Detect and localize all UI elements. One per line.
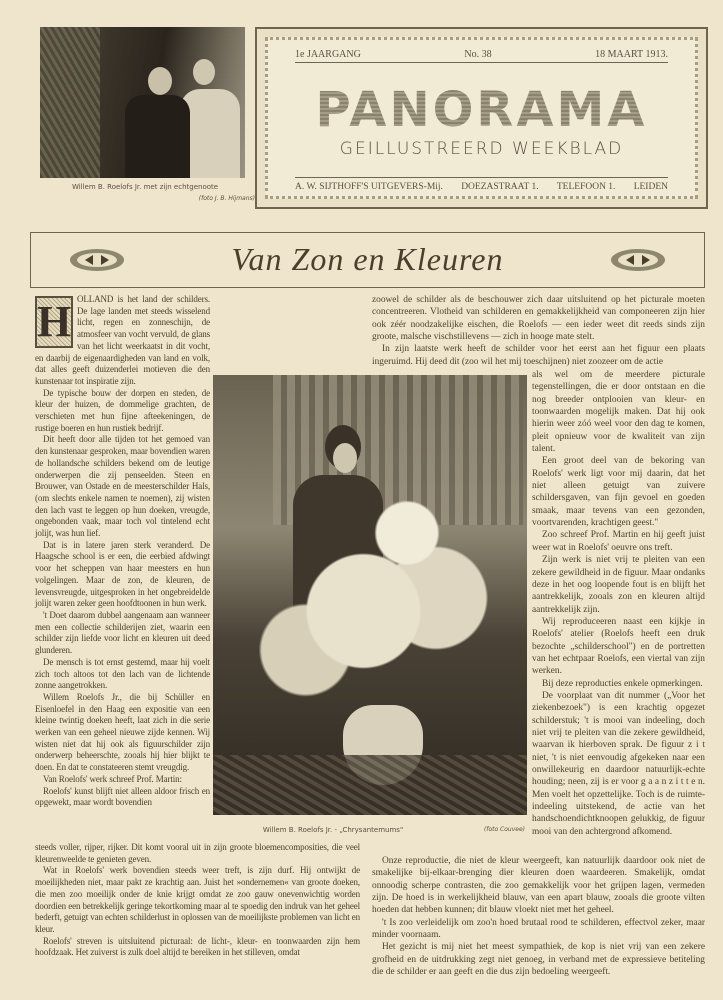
paragraph: De voorplaat van dit nummer („Voor het ziekenbezoek") is een krachtig opgezet schilderstuk; 't is mooi van indeeling, doch niet vrij te pleiten van die zekere gewildheid, waarvan ik hierboven sprak. De figuur z i t niet, 't is niet eenvoudig afgekeken naar een onwillekeurig en daardoor natuurlijk-echte houding; neen, zij is er voor g a a n z i t t e n. Men voelt het opzettelijke. Toch is de ruimte-indeeling uitstekend, de actie van het handschoendichtknoopen gelukkig, de figuur mooi van den achtergrond afkomend. — [532, 690, 705, 837]
paragraph: Bij deze reproducties enkele opmerkingen. — [542, 678, 703, 689]
paragraph: Willem Roelofs Jr., die bij Schüller en Eisenloefel in den Haag een expositie van een kleine twintig doeken heeft, laat zich in die serie werken van een geheel nieuwe zijde kennen. Wij wisten niet dat hij ook als figuurschilder zijn onderwerp beheerschte, zooals hij hier blijkt te doen. En dat te constateeren stemt vreugdig. — [35, 691, 210, 773]
chrysanthemums-photo — [213, 375, 527, 815]
publisher: A. W. SIJTHOFF'S UITGEVERS-Mij. — [295, 182, 443, 192]
right-column — [532, 369, 705, 859]
paragraph: Roelofs' kunst blijft niet alleen aldoor frisch en opgewekt, maar wordt bovendien — [35, 785, 210, 808]
paragraph: OLLAND is het land der schilders. De lage landen met steeds wisselend licht, regen en zonneschijn, de atmosfeer van vocht vervuld, de glans van het licht weerkaatst in dit vocht, en daarbij de eigenaardigheden van land en volk, dat alles geeft duizenderlei motieven die den kunstenaar tot inspiratie zijn. — [35, 294, 210, 386]
left-column — [35, 294, 210, 842]
paragraph: De mensch is tot ernst gestemd, maar hij voelt zich toch altoos tot den lach van de lichtende zonne aangetrokken. — [35, 656, 210, 691]
paragraph: Dat is in latere jaren sterk veranderd. De Haagsche school is er een, die eerbied afdwingt voor het scheppen van haar meesters en hun volgelingen. Maar de zon, de kleuren, de levensvreugde, uitgesproken in het ongebreidelde jolijt waren zeker geen hoofdtoonen in hun werk. — [35, 539, 210, 609]
volume: 1e JAARGANG — [295, 49, 361, 60]
paragraph: Wat in Roelofs' werk bovendien steeds weer treft, is zijn durf. Hij ontwijkt de moeilijkheden niet, maar pakt ze krachtig aan. Juist het »ondernemen« van groote doeken, die men zoo moeilijk onder de knie krijgt omdat ze zoo gauw onevenwichtig worden doordien een betrekkelijk geringe tekortkoming maar al te spoedig den indruk van het geheel bederft, getuigt van echten schilderlust in oplossen van de moeilijkste problemen van licht en kleur. — [35, 865, 360, 934]
masthead-logo: PANORAMA — [287, 86, 676, 134]
phone: TELEFOON 1. — [556, 182, 616, 192]
top-right-text — [372, 294, 705, 368]
paragraph: Een groot deel van de bekoring van Roelofs' werk ligt voor mij daarin, dat het niet alleen getuigt van zuivere schildersgaven, van fijn gevoel en goeden smaak, maar tevens van een gezonden, voortvarenden, krachtigen geest." — [532, 456, 705, 529]
chrysanthemums-credit: (foto Couvee) — [484, 826, 525, 833]
issue-number: No. 38 — [464, 49, 492, 60]
bottom-right-text — [372, 855, 705, 978]
ornament-right-icon — [610, 248, 666, 272]
drop-cap: H — [37, 297, 72, 346]
chrysanthemums-caption: Willem B. Roelofs Jr. - „Chrysantemums" — [262, 826, 404, 834]
address: DOEZASTRAAT 1. — [461, 182, 539, 192]
city: LEIDEN — [633, 182, 668, 192]
paragraph: steeds voller, rijper, rijker. Dit komt vooral uit in zijn groote bloemencomposities, die veel kleurenweelde te genieten geven. — [35, 842, 360, 864]
paragraph: 't Doet daarom dubbel aangenaam aan wanneer men een collectie schilderijen ziet, waarin een schilder zijn liefde voor licht en kleuren uit deed glunderen. — [35, 609, 210, 656]
portrait-photo — [40, 27, 245, 178]
article-title: Van Zon en Kleuren — [231, 241, 504, 277]
issue-date: 18 MAART 1913. — [595, 49, 668, 60]
article-title-band — [30, 232, 705, 288]
paragraph: Roelofs' streven is uitsluitend picturaal: de licht-, kleur- en toonwaarden zijn hem hoofdzaak. Het zuiverst is zulk doel altijd te bereiken in het stilleven, omdat — [35, 935, 360, 958]
paragraph: Onze reproductie, die niet de kleur weergeeft, kan natuurlijk daardoor ook niet de smakelijke bij-elkaar-brenging dier kleuren doen waardeeren. Smakelijk, omdat onnoodig scherpe contrasten, die zoo gemakkelijk voor het grijpen lagen, vermeden zijn. De hoed is in werkelijkheid blauw, van een apart blauw, zooals die groote vilten hoeden dat hebben kunnen; dit blauw vloekt niet met het geheel. — [372, 856, 705, 916]
portrait-credit: (foto J. B. Hijmans) — [198, 195, 255, 202]
paragraph: Van Roelofs' werk schreef Prof. Martin: — [43, 773, 182, 784]
paragraph: Dit heeft door alle tijden tot het gemoed van den kunstenaar gesproken, maar bovendien waren de hollandsche schilders bekend om de leutige onderwerpen die zij penseelden. Steen en Brouwer, van Ostade en de meesterschilder Hals, (om slechts enkele namen te noemen), zij wisten den lach vast te leggen op hun doeken, vreugde, ongebonden vaak, maar toch vol tintelend echt jolijt, was hun lief. — [35, 434, 210, 539]
masthead-subtitle: GEILLUSTREERD WEEKBLAD — [339, 139, 624, 159]
paragraph: In zijn laatste werk heeft de schilder voor het eerst aan het figuur een plaats ingeruimd. Hij deed dit (zoo wil het mij toeschijnen) niet zoozeer om de actie — [372, 344, 705, 367]
paragraph: Zoo schreef Prof. Martin en hij geeft juist weer wat in Roelofs' oeuvre ons treft. — [532, 530, 705, 553]
paragraph: Het gezicht is mij niet het meest sympathiek, de kop is niet vrij van een zekere grofheid en de uitdrukking zegt niet genoeg, in verband met de expressieve betiteling die de schilder er aan geeft en die dus zijn bedoeling weergeeft. — [372, 942, 705, 978]
paragraph: De typische bouw der dorpen en steden, de kleur der huizen, de dommelige grachten, de verschieten met hun fijne afteekeningen, de rustige boeren en hun rustiek bedrijf. — [35, 387, 210, 433]
portrait-caption: Willem B. Roelofs Jr. met zijn echtgenoote — [71, 183, 219, 191]
paragraph: Zijn werk is niet vrij te pleiten van een zekere gewildheid in de figuur. Maar ondanks deze in het oog loopende fout is en blijft het aantrekkelijk, zooals zon en kleuren altijd aantrekkelijk zijn. — [532, 555, 705, 615]
paragraph: Wij reproduceeren naast een kijkje in Roelofs' atelier (Roelofs heeft een druk bezochte „schilderschool") en de portretten van het echtpaar Roelofs, een viertal van zijn werken. — [532, 616, 705, 677]
paragraph: als wel om de meerdere picturale tegenstellingen, die er door ontstaan en die nog breeder ontplooien van kleur- en toonwaarden mogelijk maken. Dat hij ook hierin weer zóó weel voor den dag te komen, pleit opnieuw voor de kwaliteit van zijn talent. — [532, 370, 705, 455]
paragraph: 't Is zoo verleidelijk om zoo'n hoed brutaal rood te schilderen, effectvol zeker, maar minder voornaam. — [372, 917, 705, 941]
bottom-left-text — [35, 842, 360, 959]
masthead — [255, 27, 708, 209]
paragraph: zoowel de schilder als de beschouwer zich daar uitsluitend op het picturale moeten concentreeren. Vlotheid van schilderen en gemakkelijkheid van componeeren zijn hier ook zéér noodzakelijke eischen, die Roelofs — een ieder weet dit reeds sinds zijn groote, malsche vischstillevens — zich in hooge mate stelt. — [372, 295, 705, 343]
